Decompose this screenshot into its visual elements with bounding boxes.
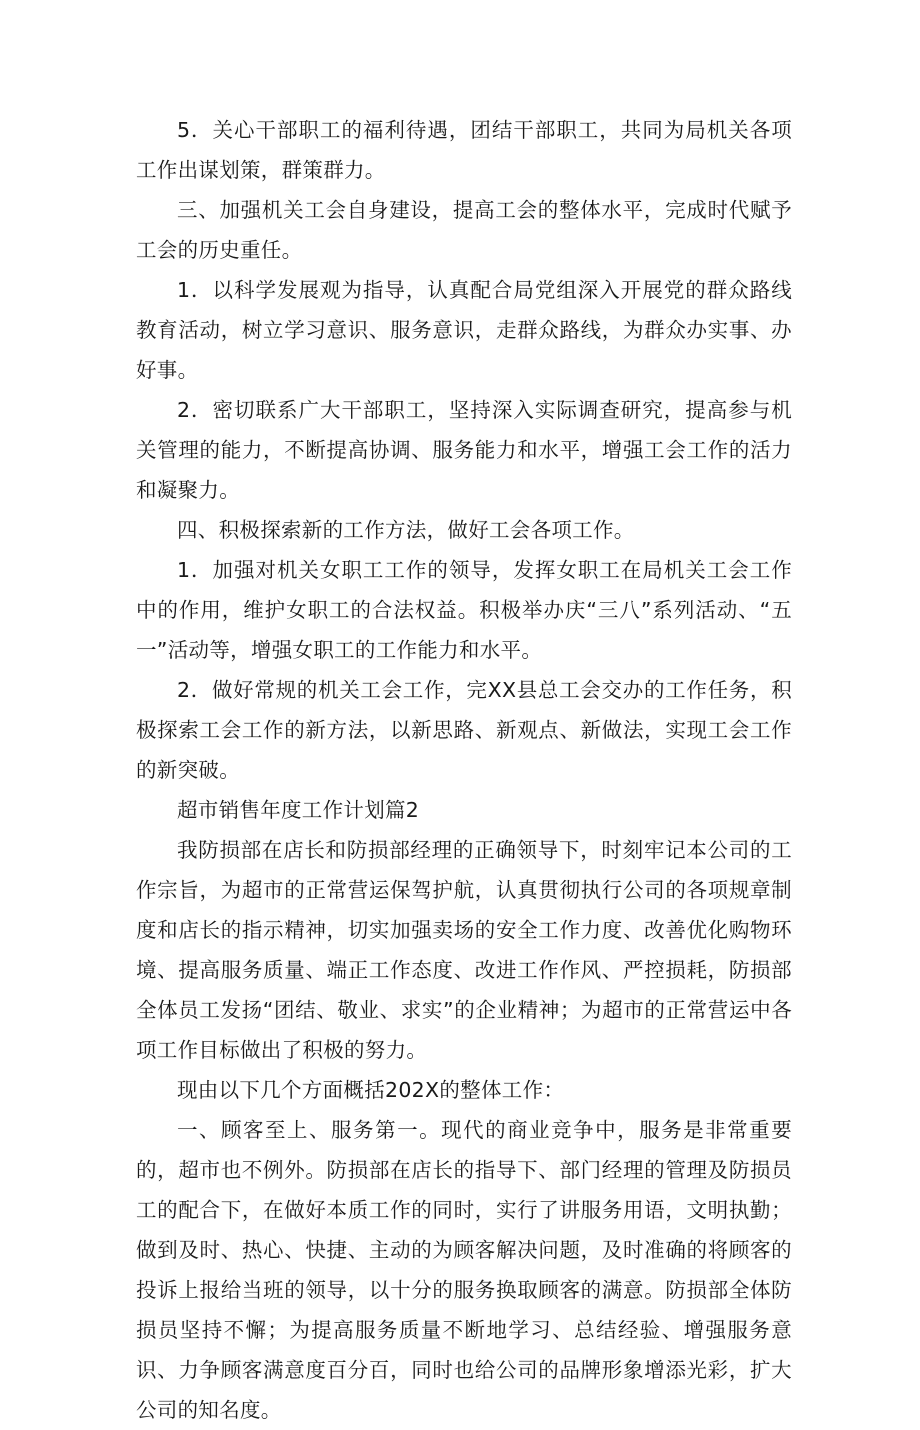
section-heading-3: 三、加强机关工会自身建设，提高工会的整体水平，完成时代赋予工会的历史重任。 xyxy=(136,198,792,262)
section-heading-4: 四、积极探索新的工作方法，做好工会各项工作。 xyxy=(177,518,635,542)
paragraph-summary-lead: 现由以下几个方面概括202X的整体工作： xyxy=(177,1078,565,1102)
paragraph-item-1-women: 1．加强对机关女职工工作的领导，发挥女职工在局机关工会工作中的作用，维护女职工的合法权益。积极举办庆“三八”系列活动、“五一”活动等，增强女职工的工作能力和水平。 xyxy=(136,558,792,662)
paragraph-item-5-welfare: 5．关心干部职工的福利待遇，团结干部职工，共同为局机关各项工作出谋划策，群策群力。 xyxy=(136,118,792,182)
paragraph-item-2-contact: 2．密切联系广大干部职工，坚持深入实际调查研究，提高参与机关管理的能力，不断提高协调、服务能力和水平，增强工会工作的活力和凝聚力。 xyxy=(136,398,792,502)
paragraph-item-1-science: 1．以科学发展观为指导，认真配合局党组深入开展党的群众路线教育活动，树立学习意识、服务意识，走群众路线，为群众办实事、办好事。 xyxy=(136,278,792,382)
paragraph-customer-first: 一、顾客至上、服务第一。现代的商业竞争中，服务是非常重要的，超市也不例外。防损部在店长的指导下、部门经理的管理及防损员工的配合下，在做好本质工作的同时，实行了讲服务用语，文明执勤；做到及时、热心、快捷、主动的为顾客解决问题，及时准确的将顾客的投诉上报给当班的领导，以十分的服务换取顾客的满意。防损部全体防损员坚持不懈；为提高服务质量不断地学习、总结经验、增强服务意识、力争顾客满意度百分百，同时也给公司的品牌形象增添光彩，扩大公司的知名度。 xyxy=(136,1118,792,1422)
paragraph-intro: 我防损部在店长和防损部经理的正确领导下，时刻牢记本公司的工作宗旨，为超市的正常营运保驾护航，认真贯彻执行公司的各项规章制度和店长的指示精神，切实加强卖场的安全工作力度、改善优化购物环境、提高服务质量、端正工作态度、改进工作作风、严控损耗，防损部全体员工发扬“团结、敬业、求实”的企业精神；为超市的正常营运中各项工作目标做出了积极的努力。 xyxy=(136,838,792,1062)
paragraph-item-2-routine: 2．做好常规的机关工会工作，完XX县总工会交办的工作任务，积极探索工会工作的新方法，以新思路、新观点、新做法，实现工会工作的新突破。 xyxy=(136,678,792,782)
article-title: 超市销售年度工作计划篇2 xyxy=(177,798,420,822)
document-body xyxy=(136,110,792,1430)
